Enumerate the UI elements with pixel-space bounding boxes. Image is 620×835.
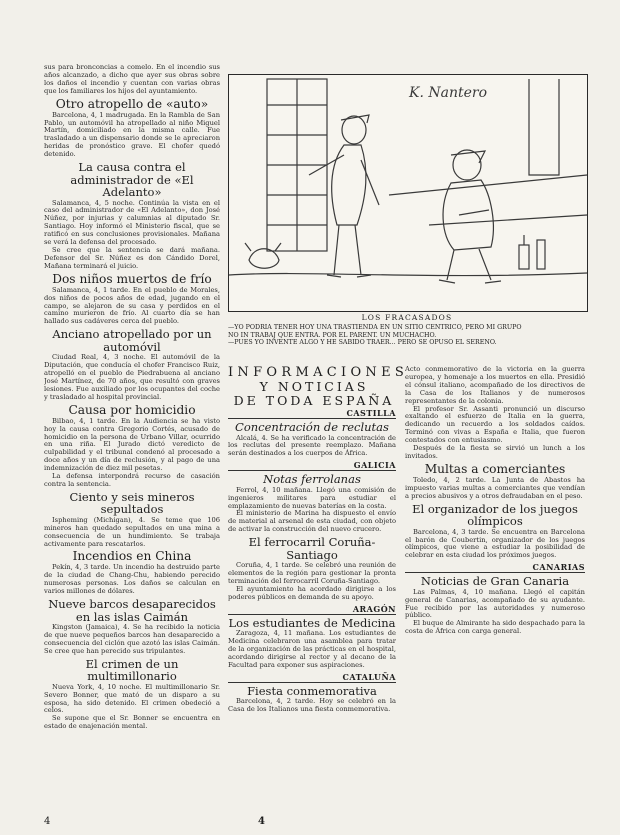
headline: El ferrocarril Coruña-Santiago bbox=[248, 535, 376, 562]
paragraph: Barcelona, 4, 3 tarde. Se encuentra en Barcelona el barón de Coubertin, organizador de los juegos olímpicos, que viene a estudiar la posibilidad de celebrar en esta ciudad los próximos juegos. bbox=[405, 527, 585, 560]
headline: Otro atropello de «auto» bbox=[55, 96, 209, 111]
paragraph: El buque de Almirante ha sido despachado para la costa de África con carga general. bbox=[405, 619, 585, 636]
region-label: CANARIAS bbox=[405, 562, 585, 573]
headline: Los estudiantes de Medicina bbox=[228, 615, 396, 630]
paragraph: Acto conmemorativo de la victoria en la guerra europea, y homenaje a los muertos en ella. Presidió el cónsul italiano, acompañado de los directivos de la Casa de los Italianos y de numerosos representantes de la colonia. bbox=[405, 366, 585, 405]
paragraph: Alcalá, 4. Se ha verificado la concentración de los reclutas del presente reemplazo. Mañana serán destinados a los cuerpos de África. bbox=[228, 433, 396, 458]
paragraph: Zaragoza, 4, 11 mañana. Los estudiantes de Medicina celebraron una asamblea para tratar de la organización de las prácticas en el hospital, acordando dirigirse al rector y al decano de la Facultad para exponer sus aspiraciones. bbox=[228, 629, 396, 669]
caption-line: NO IN TRABAJ QUE ENTRA. POR EL PARENT. UN MUCHACHO. bbox=[228, 331, 437, 339]
paragraph: El ministerio de Marina ha dispuesto el envío de material al arsenal de esta ciudad, con objeto de activar la construcción del nuevo crucero. bbox=[228, 509, 396, 534]
cartoon-illustration bbox=[228, 74, 588, 312]
cartoon-caption bbox=[228, 311, 586, 347]
headline: Anciano atropellado por un automóvil bbox=[52, 327, 212, 354]
paragraph: Ciudad Real, 4, 3 noche. El automóvil de la Diputación, que conducía el chofer Francisco Ruiz, atropelló en el pueblo de Piedrabuena al anciano José Martínez, de 70 años, que resultó con graves lesiones. Fue auxiliado por los ocupantes del coche y trasladado al hospital provincial. bbox=[44, 353, 220, 401]
paragraph: Toledo, 4, 2 tarde. La Junta de Abastos ha impuesto varias multas a comerciantes que vendían a precios abusivos y a otros defraudaban en el peso. bbox=[405, 475, 585, 500]
paragraph: El profesor Sr. Assanti pronunció un discurso exaltando el esfuerzo de Italia en la guerra, dedicando un recuerdo a los soldados caídos. Terminó con vivas a España e Italia, que fueron contestados con entusiasmo. bbox=[405, 404, 585, 445]
headline: Nueve barcos desaparecidos en las islas Caimán bbox=[48, 597, 216, 624]
paragraph: Coruña, 4, 1 tarde. Se celebró una reunión de elementos de la región para gestionar la pronta terminación del ferrocarril Coruña-Santiago. bbox=[228, 561, 396, 585]
paragraph: Después de la fiesta se sirvió un lunch a los invitados. bbox=[405, 444, 585, 460]
headline: Causa por homicidio bbox=[68, 402, 196, 417]
headline: Dos niños muertos de frío bbox=[52, 271, 212, 286]
left-column bbox=[44, 64, 220, 816]
paragraph: Nueva York, 4, 10 noche. El multimillonario Sr. Severo Bonner, que mató de un disparo a su esposa, ha sido detenido. El crimen obedeció a celos. bbox=[44, 682, 220, 715]
paragraph: Kingston (Jamaica), 4. Se ha recibido la noticia de que nueve pequeños barcos han desaparecido a consecuencia del ciclón que azotó las islas Caimán. Se cree que han perecido sus tripulantes. bbox=[44, 623, 220, 655]
headline: Ciento y seis mineros sepultados bbox=[69, 489, 195, 517]
cartoon-signature: K. Nantero bbox=[409, 85, 488, 101]
section-banner bbox=[228, 365, 409, 408]
paragraph: El ayuntamiento ha acordado dirigirse a los poderes públicos en demanda de su apoyo. bbox=[228, 584, 396, 601]
paragraph: Se supone que el Sr. Bonner se encuentra en estado de enajenación mental. bbox=[44, 714, 220, 731]
paragraph: Se cree que la sentencia se dará mañana. Defensor del Sr. Núñez es don Cándido Dorel, Mañana terminará el juicio. bbox=[44, 246, 220, 270]
headline: Noticias de Gran Canaria bbox=[420, 574, 570, 589]
caption-line: —PUES YO INVENTÉ ALGO Y HE SABIDO TRAER... PERO SE OPUSO EL SERENO. bbox=[228, 339, 497, 347]
banner-line: DE TODA ESPAÑA bbox=[233, 393, 395, 408]
paragraph: Las Palmas, 4, 10 mañana. Llegó el capitán general de Canarias, acompañado de su ayudante. Fue recibido por las autoridades y numeroso público. bbox=[405, 587, 585, 620]
headline: La causa contra el administrador de «El Adelanto» bbox=[70, 160, 194, 200]
cartoon-drawing bbox=[229, 75, 587, 311]
banner-line: Y NOTICIAS bbox=[259, 379, 369, 394]
paragraph: sus para bronconcias a comelo. En el incendio sus años alcanzado, a dicho que ayer sus obras sobre los daños el incendio y cuentan con varias obras que los familiares los hijos del ayuntamiento. bbox=[44, 64, 220, 95]
headline: Concentración de reclutas bbox=[235, 420, 389, 434]
headline: El organizador de los juegos olímpicos bbox=[412, 501, 578, 529]
region-label: GALICIA bbox=[228, 460, 396, 471]
paragraph: Salamanca, 4, 5 noche. Continúa la vista en el caso del administrador de «El Adelanto», don José Núñez, por injurias y calumnias al diputado Sr. Santiago. Hoy informó el Ministerio fiscal, que se ratificó en sus conclusiones provisionales. Mañana se verá la defensa del procesado. bbox=[44, 198, 220, 247]
banner-line: INFORMACIONES bbox=[228, 365, 409, 380]
paragraph: Barcelona, 4, 2 tarde. Hoy se celebró en la Casa de los Italianos una fiesta conmemorativa. bbox=[228, 697, 396, 714]
right-column bbox=[405, 366, 585, 826]
headline: Fiesta conmemorativa bbox=[247, 683, 377, 698]
paragraph: Ferrol, 4, 10 mañana. Llegó una comisión de ingenieros militares para estudiar el emplazamiento de nuevas baterías en la costa. bbox=[228, 485, 396, 510]
headline: Notas ferrolanas bbox=[263, 472, 361, 487]
page-number-center: 4 bbox=[258, 816, 265, 827]
region-label: CASTILLA bbox=[228, 408, 396, 419]
paragraph: Barcelona, 4, 1 madrugada. En la Rambla de San Pablo, un automóvil ha atropellado al niño Miguel Martín, domiciliado en la misma calle. Fue trasladado a un dispensario donde se le apreciaron heridas de pronóstico grave. El chofer quedó detenido. bbox=[44, 110, 220, 159]
paragraph: Pekín, 4, 3 tarde. Un incendio ha destruido parte de la ciudad de Chang-Chu, habiendo perecido numerosas personas. Los daños se calculan en varios millones de dólares. bbox=[44, 563, 220, 596]
region-label: ARAGÓN bbox=[228, 604, 396, 615]
cartoon-title: LOS FRACASADOS bbox=[361, 313, 453, 322]
paragraph: Bilbao, 4, 1 tarde. En la Audiencia se ha visto hoy la causa contra Gregorio Cortés, acusado de homicidio en la persona de Urbano Villar, ocurrido en una riña. El Jurado dictó veredicto de culpabilidad y el tribunal condenó al procesado a doce años y un día de reclusión, y al pago de una indemnización de diez mil pesetas. bbox=[44, 416, 220, 473]
paragraph: Salamanca, 4, 1 tarde. En el pueblo de Morales, dos niños de pocos años de edad, jugando en el campo, se alejaron de su casa y perdidos en el camino murieron de frío. Al cuarto día se han hallado sus cadáveres cerca del pueblo. bbox=[44, 285, 220, 326]
headline: Incendios en China bbox=[72, 549, 192, 564]
page-number-left: 4 bbox=[44, 816, 51, 827]
paragraph: La defensa interpondrá recurso de casación contra la sentencia. bbox=[44, 472, 220, 488]
headline: El crimen de un multimillonario bbox=[85, 656, 179, 684]
caption-line: —YO PODRÍA TENER HOY UNA TRASTIENDA EN UN SITIO CÉNTRICO, PERO MI GRUPO bbox=[228, 324, 522, 331]
headline: Multas a comerciantes bbox=[424, 461, 566, 476]
middle-column bbox=[228, 406, 396, 826]
paragraph: Ispheming (Michigan), 4. Se teme que 106 mineros han quedado sepultados en una mina a consecuencia de un hundimiento. Se trabaja activamente para rescatarlos. bbox=[44, 515, 220, 548]
region-label: CATALUÑA bbox=[228, 672, 396, 683]
